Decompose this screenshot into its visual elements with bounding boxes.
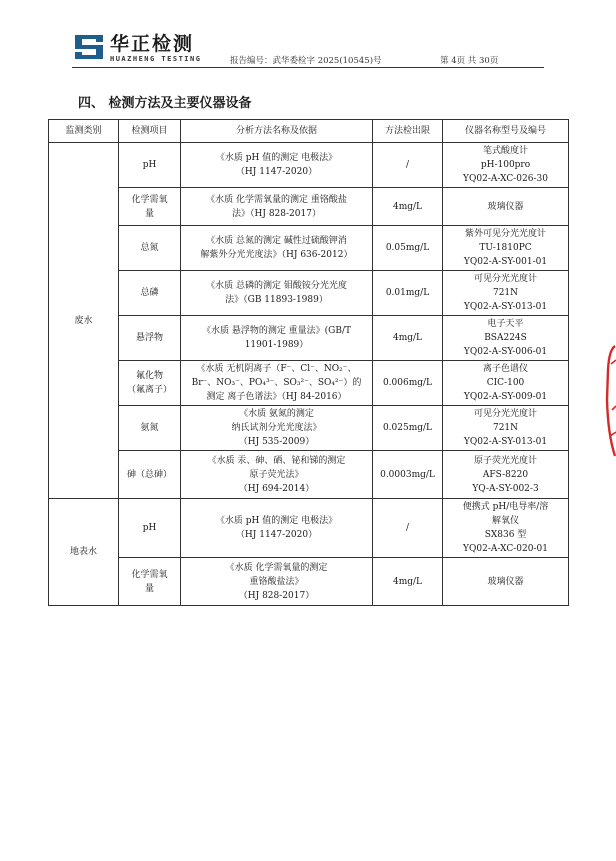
item-cell: [119, 361, 181, 406]
method-cell-line: 《水质 pH 值的测定 电极法》: [215, 153, 338, 163]
method-cell-line: 纳氏试剂分光光度法》: [231, 423, 322, 433]
item-cell: [119, 451, 181, 499]
instrument-cell: [443, 226, 569, 271]
table-row: [49, 406, 569, 451]
method-cell: [181, 499, 373, 558]
header-instrument: 仪器名称型号及编号: [443, 120, 569, 143]
page-header: [72, 28, 544, 70]
instrument-cell-line: SX836 型: [484, 530, 527, 540]
method-cell-line: 11901-1989）: [244, 340, 309, 350]
limit-cell: /: [373, 143, 443, 188]
limit-cell: 0.006mg/L: [373, 361, 443, 406]
method-cell-line: 《水质 pH 值的测定 电极法》: [215, 516, 338, 526]
method-cell-line: 原子荧光法》: [249, 469, 304, 480]
methods-table: [48, 119, 569, 606]
limit-cell: 0.05mg/L: [373, 226, 443, 271]
instrument-cell-line: 便携式 pH/电导率/溶: [462, 502, 549, 512]
method-cell-line: 《水质 总磷的测定 钼酸铵分光光度: [206, 281, 347, 291]
category-cell: 废水: [49, 143, 119, 499]
item-cell: [119, 188, 181, 226]
item-cell-line: 总氮: [140, 243, 159, 253]
method-cell: [181, 316, 373, 361]
method-cell-line: 《水质 化学需氧量的测定 重铬酸盐: [206, 194, 347, 205]
method-cell-line: 法》（HJ 828-2017）: [232, 208, 321, 219]
method-cell-line: 解紫外分光光度法》（HJ 636-2012）: [200, 250, 353, 260]
instrument-cell-line: YQ02-A-SY-013-01: [463, 302, 548, 312]
section-title: 四、 检测方法及主要仪器设备: [78, 96, 252, 111]
instrument-cell-line: 电子天平: [487, 319, 524, 329]
instrument-cell-line: 解氧仪: [491, 516, 519, 526]
method-cell: [181, 558, 373, 606]
table-row: [49, 558, 569, 606]
table-row: [49, 188, 569, 226]
instrument-cell-line: 721N: [492, 288, 519, 298]
instrument-cell-line: 玻璃仪器: [487, 576, 524, 587]
method-cell: [181, 361, 373, 406]
method-cell-line: 《水质 氨氮的测定: [239, 409, 314, 419]
table-header-row: [49, 120, 569, 143]
item-cell-line: pH: [142, 160, 157, 170]
method-cell-line: （HJ 535-2009）: [238, 437, 315, 447]
method-cell-line: 《水质 无机阴离子（F⁻、Cl⁻、NO₂⁻、: [196, 364, 357, 374]
instrument-cell: [443, 361, 569, 406]
instrument-cell-line: TU-1810PC: [479, 243, 532, 253]
item-cell-line: 总磷: [140, 288, 159, 298]
item-cell: [119, 271, 181, 316]
method-cell-line: 《水质 化学需氧量的测定: [225, 562, 328, 573]
instrument-cell-line: 笔式酸度计: [482, 146, 528, 156]
header-item: 检测项目: [119, 120, 181, 143]
company-logo-icon: [72, 32, 106, 62]
method-cell: [181, 451, 373, 499]
instrument-cell-line: 紫外可见分光光度计: [464, 229, 546, 239]
item-cell: [119, 406, 181, 451]
table-row: [49, 226, 569, 271]
method-cell-line: 《水质 总氮的测定 碱性过硫酸钾消: [206, 236, 347, 246]
item-cell-line: 砷（总砷）: [126, 469, 172, 480]
instrument-cell: [443, 316, 569, 361]
instrument-cell-line: pH-100pro: [480, 160, 531, 170]
item-cell-line: 量: [144, 208, 154, 219]
instrument-cell: [443, 499, 569, 558]
table-row: [49, 499, 569, 558]
instrument-cell-line: 离子色谱仪: [482, 364, 528, 374]
item-cell-line: 化学需氧: [131, 569, 168, 580]
company-name-en: HUAZHENG TESTING: [110, 55, 202, 63]
header-divider: [72, 67, 544, 68]
instrument-cell-line: YQ02-A-SY-009-01: [463, 392, 548, 402]
instrument-cell: [443, 271, 569, 316]
limit-cell: 4mg/L: [373, 558, 443, 606]
item-cell-line: 氟化物: [135, 371, 163, 381]
company-name-cn: 华正检测: [110, 33, 195, 55]
limit-cell: 4mg/L: [373, 188, 443, 226]
instrument-cell-line: YQ02-A-SY-006-01: [463, 347, 548, 357]
method-cell-line: 《水质 汞、砷、硒、铋和锑的测定: [207, 455, 346, 466]
method-cell: [181, 226, 373, 271]
item-cell: [119, 143, 181, 188]
report-number: 报告编号：武华委检字 2025(10545)号: [230, 56, 382, 66]
method-cell: [181, 188, 373, 226]
instrument-cell: [443, 406, 569, 451]
instrument-cell-line: BSA224S: [484, 333, 527, 343]
instrument-cell-line: YQ02-A-SY-001-01: [463, 257, 548, 267]
method-cell-line: （HJ 1147-2020）: [235, 530, 318, 540]
item-cell: [119, 226, 181, 271]
limit-cell: 0.01mg/L: [373, 271, 443, 316]
table-row: [49, 316, 569, 361]
item-cell-line: 悬浮物: [135, 333, 163, 343]
item-cell-line: 氨氮: [140, 423, 159, 433]
method-cell-line: 法》（GB 11893-1989）: [225, 295, 328, 305]
method-cell: [181, 271, 373, 316]
limit-cell: 0.025mg/L: [373, 406, 443, 451]
instrument-cell-line: YQ02-A-SY-013-01: [463, 437, 548, 447]
page-indicator: 第 4页 共 30页: [440, 56, 499, 66]
stamp-mark: [610, 360, 616, 436]
table-row: [49, 451, 569, 499]
instrument-cell-line: 可见分光光度计: [473, 409, 537, 419]
method-cell-line: （HJ 828-2017）: [238, 590, 315, 601]
item-cell-line: pH: [142, 523, 157, 533]
instrument-cell-line: YQ-A-SY-002-3: [472, 483, 539, 494]
method-cell-line: 《水质 悬浮物的测定 重量法》(GB/T: [201, 326, 352, 336]
limit-cell: 4mg/L: [373, 316, 443, 361]
method-cell-line: （HJ 1147-2020）: [235, 167, 318, 177]
item-cell: [119, 499, 181, 558]
table-row: [49, 143, 569, 188]
instrument-cell: [443, 143, 569, 188]
instrument-cell-line: 玻璃仪器: [487, 201, 524, 212]
instrument-cell-line: YQ02-A-XC-020-01: [463, 544, 548, 554]
instrument-cell-line: 可见分光光度计: [473, 274, 537, 284]
method-cell-line: （HJ 694-2014）: [238, 483, 315, 494]
method-cell: [181, 143, 373, 188]
item-cell-line: （氟离子）: [126, 385, 172, 395]
limit-cell: 0.0003mg/L: [373, 451, 443, 499]
header-category: 监测类别: [49, 120, 119, 143]
method-cell: [181, 406, 373, 451]
instrument-cell: [443, 451, 569, 499]
item-cell-line: 化学需氧: [131, 194, 168, 205]
instrument-cell: [443, 558, 569, 606]
method-cell-line: Br⁻、NO₃⁻、PO₄³⁻、SO₃²⁻、SO₄²⁻）的: [191, 378, 362, 388]
header-limit: 方法检出限: [373, 120, 443, 143]
instrument-cell-line: 原子荧光光度计: [473, 455, 537, 466]
method-cell-line: 测定 离子色谱法》（HJ 84-2016）: [206, 392, 347, 402]
item-cell: [119, 316, 181, 361]
instrument-cell-line: AFS-8220: [482, 469, 529, 480]
instrument-cell-line: 721N: [492, 423, 519, 433]
item-cell-line: 量: [144, 583, 154, 594]
header-method: 分析方法名称及依据: [181, 120, 373, 143]
item-cell: [119, 558, 181, 606]
seal-stamp-edge: [603, 340, 616, 460]
limit-cell: /: [373, 499, 443, 558]
instrument-cell-line: YQ02-A-XC-026-30: [463, 174, 548, 184]
category-cell: 地表水: [49, 499, 119, 606]
instrument-cell: [443, 188, 569, 226]
method-cell-line: 重铬酸盐法》: [249, 576, 304, 587]
instrument-cell-line: CIC-100: [486, 378, 525, 388]
table-row: [49, 361, 569, 406]
table-row: [49, 271, 569, 316]
